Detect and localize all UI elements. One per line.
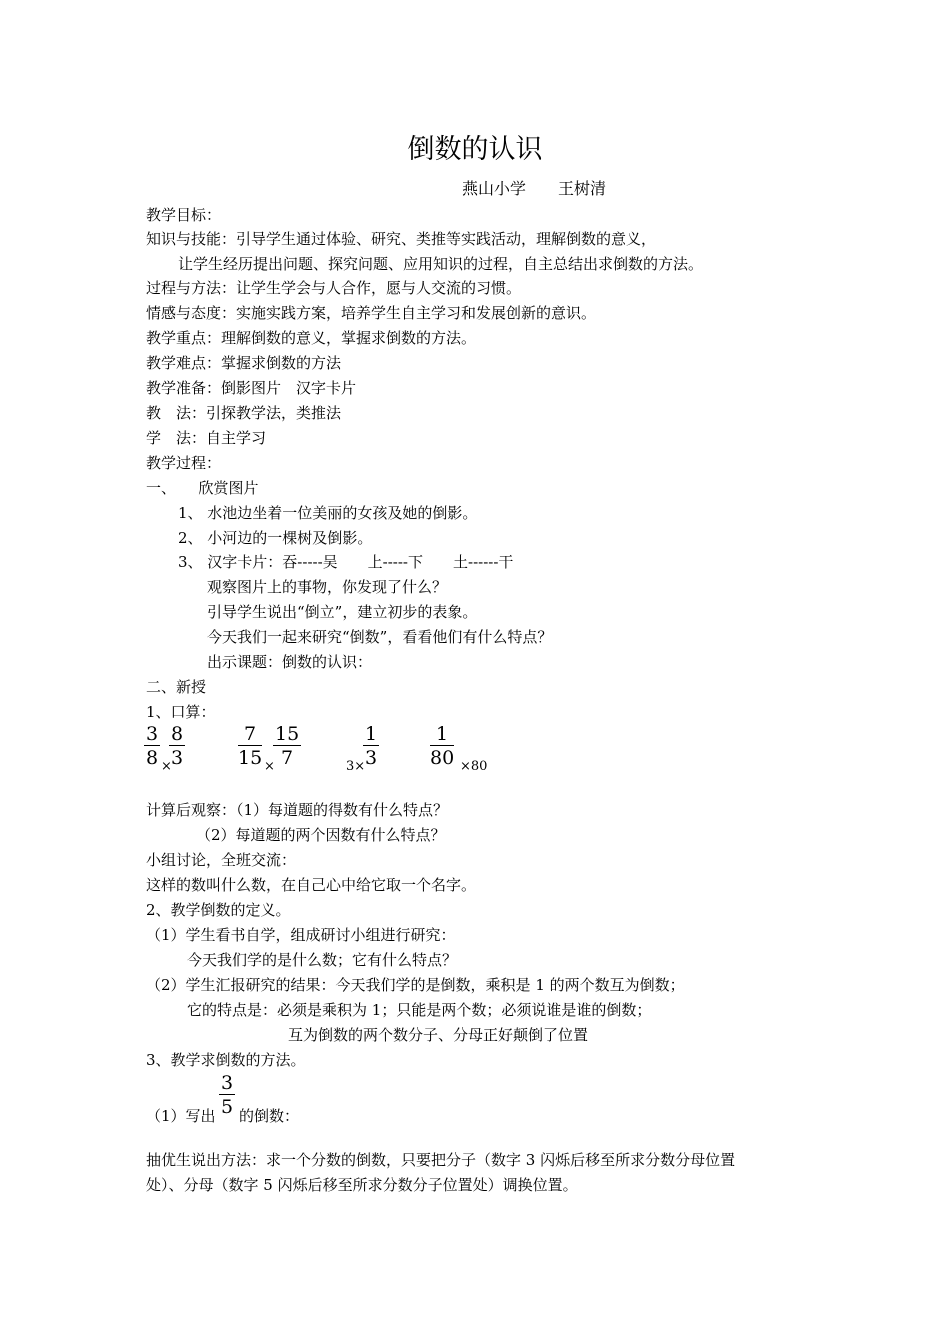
math-suffix: ×80 xyxy=(460,759,488,774)
text-line: （2）每道题的两个因数有什么特点？ xyxy=(196,826,446,844)
text-line: 的倒数： xyxy=(239,1107,300,1125)
text-line: 这样的数叫什么数，在自己心中给它取一个名字。 xyxy=(146,876,477,894)
fraction-denominator: 80 xyxy=(430,747,455,769)
fraction-1-80 xyxy=(430,723,454,770)
fraction-numerator: 1 xyxy=(436,723,449,745)
text-line: 观察图片上的事物，你发现了什么？ xyxy=(207,578,448,596)
fraction-numerator: 7 xyxy=(244,723,257,745)
text-line: 抽优生说出方法：求一个分数的倒数，只要把分子（数字 3 闪烁后移至所求分数分母位置 xyxy=(146,1151,736,1169)
fraction-numerator: 15 xyxy=(275,723,300,745)
fraction-7-15 xyxy=(238,723,262,770)
text-line: （1）写出 xyxy=(146,1107,216,1125)
fraction-denominator: 7 xyxy=(281,747,294,769)
text-line: 教 法：引探教学法，类推法 xyxy=(146,404,342,422)
times-sign: × xyxy=(161,759,172,774)
text-line: 互为倒数的两个数分子、分母正好颠倒了位置 xyxy=(288,1026,589,1044)
text-line: 出示课题：倒数的认识： xyxy=(207,653,373,671)
text-line: 今天我们一起来研究“倒数”，看看他们有什么特点？ xyxy=(207,628,553,646)
text-line: 它的特点是：必须是乘积为 1；只能是两个数；必须说谁是谁的倒数； xyxy=(187,1001,652,1019)
text-line: 教学准备：倒影图片 汉字卡片 xyxy=(146,379,357,397)
text-line: 小组讨论，全班交流： xyxy=(146,851,297,869)
text-line: 教学过程： xyxy=(146,454,222,472)
text-line: （1）学生看书自学，组成研讨小组进行研究： xyxy=(146,926,456,944)
math-prefix: 3× xyxy=(346,759,366,774)
text-line: 学 法：自主学习 xyxy=(146,429,267,447)
text-line: 1、口算： xyxy=(146,703,216,721)
fraction-denominator: 3 xyxy=(365,747,378,769)
fraction-denominator: 8 xyxy=(146,747,159,769)
text-line: 教学目标： xyxy=(146,206,222,224)
section-heading: 二、新授 xyxy=(146,678,207,696)
text-line: 知识与技能：引导学生通过体验、研究、类推等实践活动，理解倒数的意义， xyxy=(146,230,657,248)
section-heading: 2、教学倒数的定义。 xyxy=(146,901,291,919)
fraction-denominator: 3 xyxy=(171,747,184,769)
text-line: 过程与方法：让学生学会与人合作，愿与人交流的习惯。 xyxy=(146,279,522,297)
fraction-3-8 xyxy=(144,723,160,770)
list-item: 3、 汉字卡片：吞-----吴 上-----下 土------干 xyxy=(178,553,514,571)
fraction-numerator: 1 xyxy=(365,723,378,745)
text-line: 计算后观察：（1）每道题的得数有什么特点？ xyxy=(146,801,449,819)
text-line: 教学重点：理解倒数的意义，掌握求倒数的方法。 xyxy=(146,329,477,347)
text-line: 情感与态度：实施实践方案，培养学生自主学习和发展创新的意识。 xyxy=(146,304,597,322)
section-heading: 一、 欣赏图片 xyxy=(146,479,259,497)
section-heading: 3、教学求倒数的方法。 xyxy=(146,1051,306,1069)
page-title: 倒数的认识 xyxy=(407,134,543,165)
fraction-15-7 xyxy=(273,723,301,770)
fraction-1-3 xyxy=(363,723,379,770)
text-line: 处）、分母（数字 5 闪烁后移至所求分数分子位置处）调换位置。 xyxy=(146,1176,578,1194)
text-line: 今天我们学的是什么数；它有什么特点？ xyxy=(187,951,458,969)
list-item: 2、 小河边的一棵树及倒影。 xyxy=(178,529,373,547)
fraction-numerator: 3 xyxy=(221,1072,234,1094)
times-sign: × xyxy=(264,759,275,774)
text-line: 引导学生说出“倒立”，建立初步的表象。 xyxy=(207,603,478,621)
fraction-numerator: 8 xyxy=(171,723,184,745)
fraction-numerator: 3 xyxy=(146,723,159,745)
fraction-denominator: 15 xyxy=(238,747,263,769)
text-line: （2）学生汇报研究的结果：今天我们学的是倒数，乘积是 1 的两个数互为倒数； xyxy=(146,976,685,994)
text-line: 教学难点：掌握求倒数的方法 xyxy=(146,354,342,372)
list-item: 1、 水池边坐着一位美丽的女孩及她的倒影。 xyxy=(178,504,478,522)
fraction-3-5 xyxy=(219,1072,235,1119)
byline: 燕山小学 王树清 xyxy=(462,179,607,198)
fraction-denominator: 5 xyxy=(221,1096,234,1118)
text-line: 让学生经历提出问题、探究问题、应用知识的过程，自主总结出求倒数的方法。 xyxy=(178,255,704,273)
